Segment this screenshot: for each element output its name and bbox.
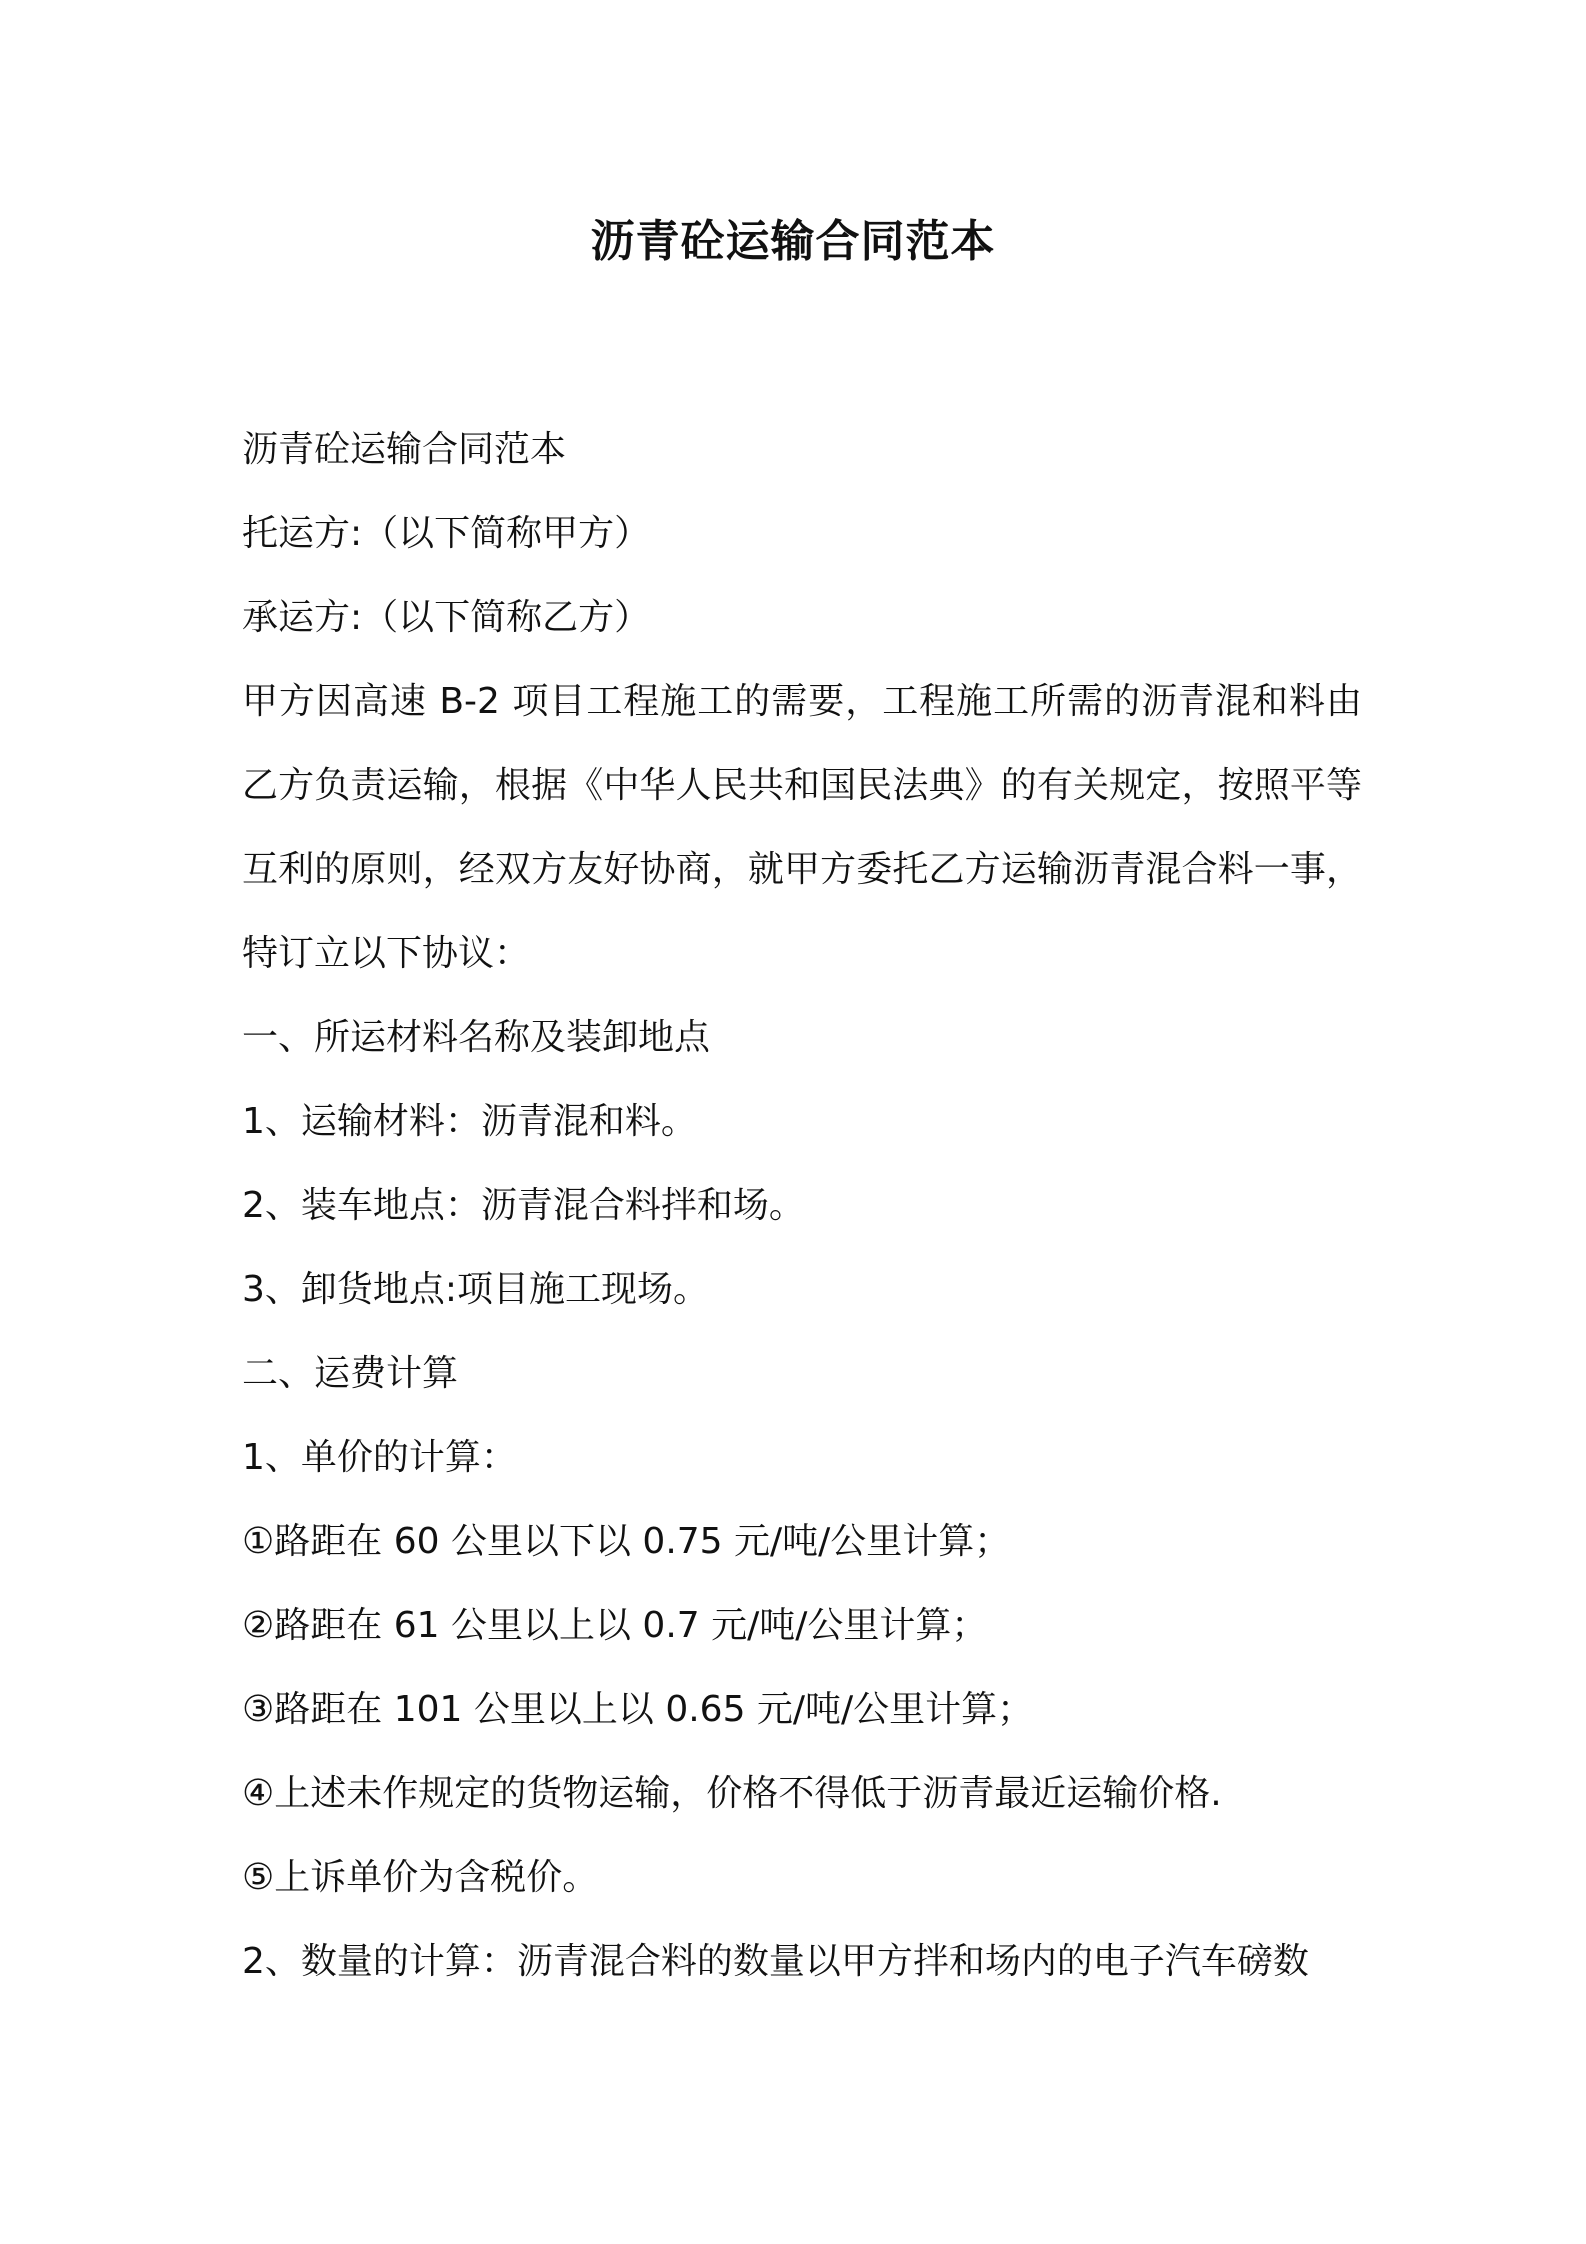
list-item-unloading-site: 3、卸货地点:项目施工现场。 xyxy=(242,1269,710,1310)
list-item-quantity: 2、数量的计算：沥青混合料的数量以甲方拌和场内的电子汽车磅数 xyxy=(242,1941,1309,1982)
paragraph-heading: 沥青砼运输合同范本 xyxy=(242,429,567,470)
price-rule-5: ⑤上诉单价为含税价。 xyxy=(242,1857,599,1898)
list-item-unit-price: 1、单价的计算： xyxy=(242,1437,517,1478)
price-rule-3: ③路距在 101 公里以上以 0.65 元/吨/公里计算； xyxy=(242,1689,1034,1730)
price-rule-2: ②路距在 61 公里以上以 0.7 元/吨/公里计算； xyxy=(242,1605,988,1646)
paragraph-consignor: 托运方:（以下简称甲方） xyxy=(242,513,651,554)
paragraph-carrier: 承运方:（以下简称乙方） xyxy=(242,597,651,638)
price-rule-1: ①路距在 60 公里以下以 0.75 元/吨/公里计算； xyxy=(242,1521,1011,1562)
section-heading-materials: 一、所运材料名称及装卸地点 xyxy=(242,1017,711,1058)
list-item-loading-site: 2、装车地点：沥青混合料拌和场。 xyxy=(242,1185,805,1226)
list-item-material: 1、运输材料：沥青混和料。 xyxy=(242,1101,697,1142)
price-rule-4: ④上述未作规定的货物运输，价格不得低于沥青最近运输价格. xyxy=(242,1773,1222,1814)
document-body xyxy=(242,408,1362,2004)
document-title: 沥青砼运输合同范本 xyxy=(590,216,996,267)
paragraph-preamble: 甲方因高速 B-2 项目工程施工的需要，工程施工所需的沥青混和料由乙方负责运输，根据《中华人民共和国民法典》的有关规定，按照平等互利的原则，经双方友好协商，就甲方委托乙方运输沥青混合料一事，特订立以下协议： xyxy=(242,681,1362,974)
section-heading-freight: 二、运费计算 xyxy=(242,1353,459,1394)
